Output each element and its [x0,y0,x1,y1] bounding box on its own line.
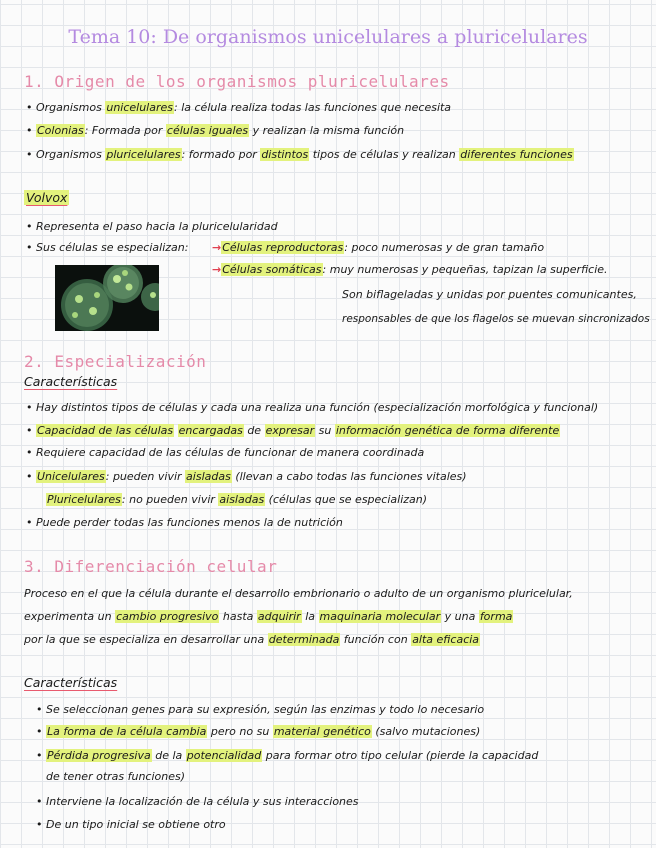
sec2-bullet-2: • Capacidad de las células encargadas de expresar su información genética de forma diferente [36,423,560,439]
volvox-heading: Volvox [26,190,68,205]
sec2-line-pluricelulares: Pluricelulares: no pueden vivir aisladas (células que se especializan) [47,493,428,506]
sec3-bullet-4: • Interviene la localización de la célula y sus interacciones [46,794,359,810]
sec2-subheading: Características [24,374,118,389]
sec1-bullet-2: • Colonias: Formada por células iguales y realizan la misma función [36,123,404,139]
volvox-somatic-line-2: Son biflageladas y unidas por puentes comunicantes, [342,288,637,301]
sec3-bullet-5: • De un tipo inicial se obtiene otro [46,817,226,833]
volvox-bullet-2: • Sus células se especializan: [36,240,188,256]
sec2-bullet-3: • Requiere capacidad de las células de funcionar de manera coordinada [36,445,424,461]
sec2-bullet-1: • Hay distintos tipos de células y cada una realiza una función (especialización morfológica y funcional) [36,400,598,416]
sec3-paragraph-line-1: Proceso en el que la célula durante el desarrollo embrionario o adulto de un organismo pluricelular, [24,587,573,600]
sec3-paragraph-line-3: por la que se especializa en desarrollar una determinada función con alta eficacia [24,633,480,646]
section-2-heading: 2. Especialización [24,352,207,371]
sec3-bullet-2: • La forma de la célula cambia pero no su material genético (salvo mutaciones) [46,724,480,740]
red-arrow-icon: → [212,263,222,276]
section-1-heading: 1. Origen de los organismos pluricelulares [24,72,450,91]
sec3-paragraph-line-2: experimenta un cambio progresivo hasta adquirir la maquinaria molecular y una forma [24,610,513,623]
sec2-bullet-5: • Puede perder todas las funciones menos la de nutrición [36,515,343,531]
volvox-somatic-line-3: responsables de que los flagelos se muevan sincronizados [342,312,650,325]
sec3-bullet-1: • Se seleccionan genes para su expresión, según las enzimas y todo lo necesario [46,702,484,718]
page-title: Tema 10: De organismos unicelulares a pluricelulares [68,26,588,48]
volvox-colonies-image [55,265,159,331]
section-3-heading: 3. Diferenciación celular [24,557,278,576]
sec1-bullet-3: • Organismos pluricelulares: formado por distintos tipos de células y realizan diferentes funciones [36,147,574,163]
volvox-micrograph [55,265,159,331]
sec3-bullet-3-continued: de tener otras funciones) [46,770,186,783]
volvox-somatic-cells: →Células somáticas: muy numerosas y pequeñas, tapizan la superficie. [212,263,608,276]
sec2-bullet-4: • Unicelulares: pueden vivir aisladas (llevan a cabo todas las funciones vitales) [36,469,467,485]
sec3-bullet-3: • Pérdida progresiva de la potencialidad para formar otro tipo celular (pierde la capacidad [46,748,538,764]
red-arrow-icon: → [212,241,222,254]
volvox-reproductive-cells: →Células reproductoras: poco numerosas y de gran tamaño [212,241,545,254]
volvox-bullet-1: • Representa el paso hacia la pluricelularidad [36,219,278,235]
sec3-subheading: Características [24,675,118,690]
sec1-bullet-1: • Organismos unicelulares: la célula realiza todas las funciones que necesita [36,100,451,116]
